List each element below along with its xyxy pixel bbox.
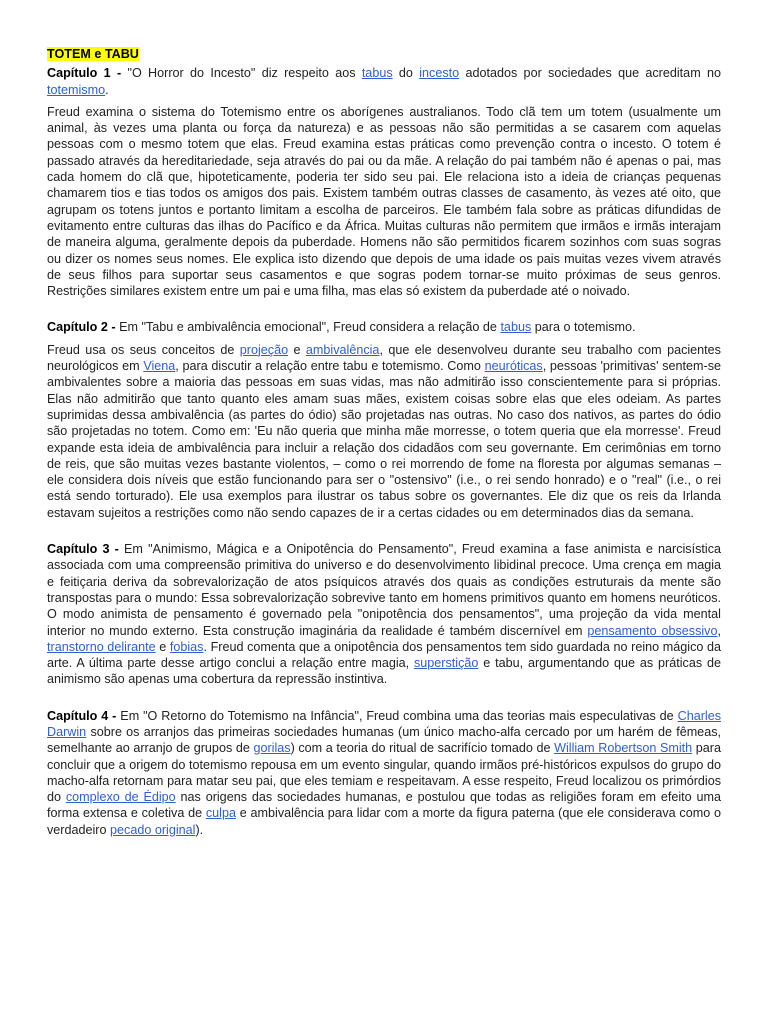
link-incesto[interactable]: incesto	[419, 66, 460, 81]
link-totemismo[interactable]: totemismo	[47, 82, 106, 97]
link-tabus[interactable]: tabus	[361, 66, 393, 81]
link-ambivalencia[interactable]: ambivalência	[305, 342, 380, 357]
link-charles-darwin[interactable]: Charles Darwin	[47, 708, 721, 739]
link-supersticao[interactable]: superstição	[413, 656, 479, 671]
link-pecado-original[interactable]: pecado original	[110, 822, 196, 837]
document-title: TOTEM e TABU	[47, 47, 139, 61]
chapter-4-body: Capítulo 4 - Em "O Retorno do Totemismo na Infância", Freud combina uma das teorias mais especulativas de Charles Darwin sobre os arranjos das primeiras sociedades humanas (um único macho-alfa cercado por um harém de fêmeas, semelhante ao arranjo de grupos de gorilas) com a teoria do ritual de sacrifício tomado de William Robertson Smith para concluir que a origem do totemismo repousa em um evento singular, quando irmãos pré-históricos expulsos do grupo do macho-alfa retornam para matar seu pai, que eles temiam e respeitavam. A esse respeito, Freud localizou os primórdios do complexo de Édipo nas origens das sociedades humanas, e postulou que todas as religiões foram em efeito uma forma extensa e coletiva de culpa e ambivalência para lidar com a morte da figura paterna (que ele considerava como o verdadeiro pecado original).	[47, 708, 721, 837]
chapter-3-label: Capítulo 3 -	[47, 542, 119, 557]
link-transtorno-delirante[interactable]: transtorno delirante	[47, 639, 156, 654]
link-culpa[interactable]: culpa	[205, 806, 236, 821]
chapter-3-body: Capítulo 3 - Em "Animismo, Mágica e a Onipotência do Pensamento", Freud examina a fase animista e narcisística associada com uma compreensão primitiva do universo e do desenvolvimento libidinal precoce. Uma crença em magia e feitiçaria deriva da sobrevalorização de atos psíquicos através dos quais as condições estruturais da mente são transpostas para o mundo: Essa sobrevalorização sobrevive tanto em homens primitivos quanto em homens neuróticos. O modo animista de pensamento é governado pela "onipotência dos pensamentos", uma projeção da vida mental interior no mundo externo. Esta construção imaginária da realidade é também discernível em pensamento obsessivo, transtorno delirante e fobias. Freud comenta que a onipotência dos pensamentos tem sido guardada no reino mágico da arte. A última parte desse artigo conclui a relação entre magia, superstição e tabu, argumentando que as práticas de animismo são apenas uma cobertura da repressão instintiva.	[47, 542, 721, 687]
link-viena[interactable]: Viena	[143, 359, 176, 374]
chapter-2-body: Freud usa os seus conceitos de projeção e ambivalência, que ele desenvolveu durante seu trabalho com pacientes neurológicos em Viena, para discutir a relação entre tabu e totemismo. Como neuróticas, pessoas 'primitivas' sentem-se ambivalentes sobre a maioria das pessoas em suas vidas, mas não admitirão isso conscientemente para si próprias. Elas não admitirão que tanto quanto eles amam suas mães, existem coisas sobre elas que eles odeiam. As partes suprimidas dessa ambivalência (as partes do ódio) são projetadas nas outras. No caso dos nativos, as partes do ódio são projetadas no totem. Como em: 'Eu não queria que minha mãe morresse, o totem queria que ela morresse'. Freud expande esta ideia de ambivalência para incluir a relação dos cidadãos com seu governante. Em cerimônias em torno de reis, que são muitas vezes bastante violentos, – como o rei morrendo de fome na floresta por algumas semanas – ele considera dois níveis que estão funcionando para ser o "ostensivo" (i.e., o rei sendo honrado) e o "real" (i.e., o rei está sendo torturado). Ele usa exemplos para ilustrar os tabus sobre os governantes. Ele diz que os reis da Irlanda estavam sujeitos a restrições como não sendo capazes de ir a certas cidades ou em determinados dias da semana.	[47, 342, 722, 520]
chapter-2-label: Capítulo 2 -	[47, 320, 116, 335]
chapter-2-heading: Capítulo 2 - Em "Tabu e ambivalência emocional", Freud considera a relação de tabus para o totemismo.	[47, 320, 636, 335]
chapter-4-label: Capítulo 4 -	[47, 708, 117, 723]
chapter-1-label: Capítulo 1 -	[47, 66, 122, 81]
link-projecao[interactable]: projeção	[239, 342, 289, 357]
link-pensamento-obsessivo[interactable]: pensamento obsessivo	[587, 623, 718, 638]
link-william-robertson-smith[interactable]: William Robertson Smith	[554, 741, 693, 756]
link-fobias[interactable]: fobias	[169, 639, 204, 654]
link-complexo-de-edipo[interactable]: complexo de Édipo	[65, 790, 176, 805]
chapter-1-heading: Capítulo 1 - "O Horror do Incesto" diz respeito aos tabus do incesto adotados por sociedades que acreditam no totemismo.	[47, 66, 721, 97]
link-neuroticas[interactable]: neuróticas	[484, 359, 543, 374]
chapter-1-body: Freud examina o sistema do Totemismo entre os aborígenes australianos. Todo clã tem um totem (usualmente um animal, às vezes uma planta ou força da natureza) e as pessoas não são permitidas a se casarem com aquelas pessoas com o mesmo totem que elas. Freud examina estas práticas como prevenção contra o incesto. O totem é passado através da hereditariedade, seja através do pai ou da mãe. A relação do pai também não é apenas o pai, mas cada homem do clã que, hipoteticamente, poderia ter sido seu pai. Ele relaciona isto a ideia de crianças pequenas chamarem tios e tias todos os amigos dos pais. Existem também outras classes de casamento, às vezes até oito, que agrupam os totens juntos e portanto limitam a escolha de parceiros. Ele também fala sobre as práticas difundidas de evitamento entre culturas das ilhas do Pacífico e da África. Muitas culturas não permitem que irmãos e irmãs interajam de maneira alguma, geralmente depois da puberdade. Homens não são permitidos ficarem sozinhos com suas sogras ou dizer os nomes seus nomes. Ele explica isto dizendo que depois de uma idade os pais muitas vezes vivem através de seus filhos para suportar seus casamentos e que sogras podem tornar-se muito próximas de seus genros. Restrições similares existem entre um pai e uma filha, mas elas só existem da puberdade até o noivado.	[47, 104, 721, 299]
link-tabus-2[interactable]: tabus	[500, 320, 532, 335]
link-gorilas[interactable]: gorilas	[253, 741, 291, 756]
